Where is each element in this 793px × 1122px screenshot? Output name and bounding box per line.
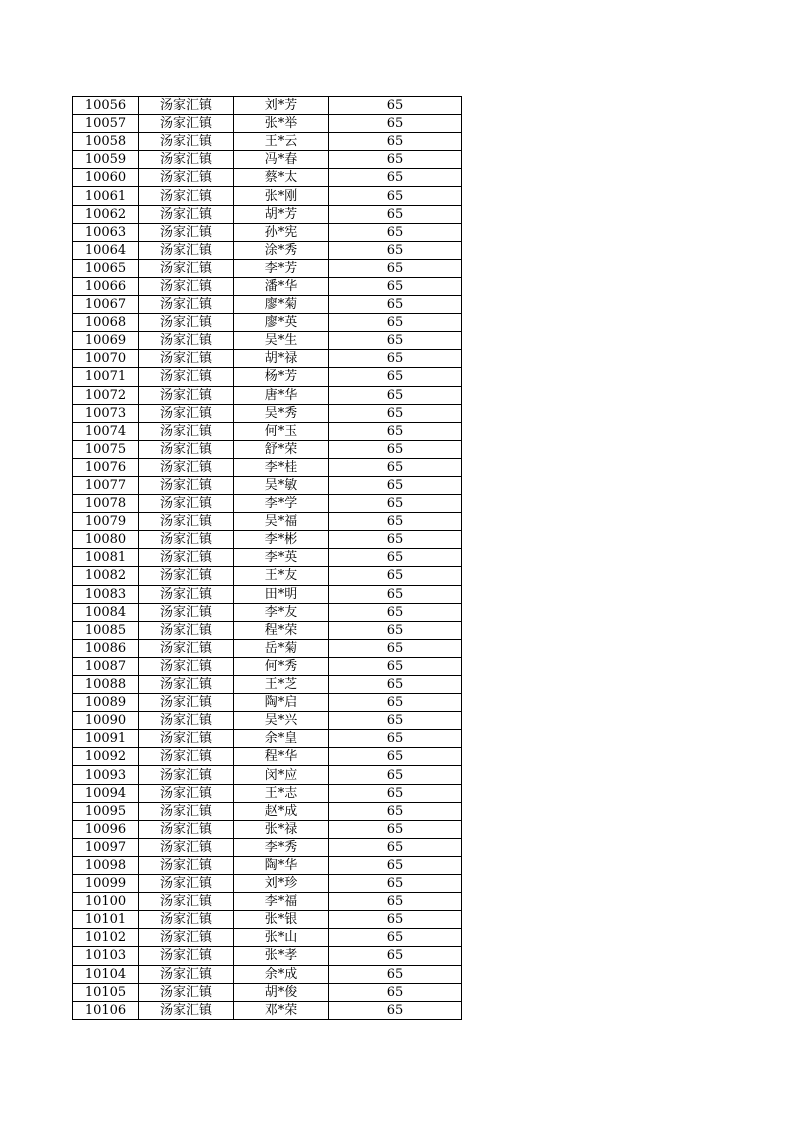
name-cell: 张*举 — [234, 115, 329, 133]
id-cell: 10075 — [73, 440, 139, 458]
town-cell: 汤家汇镇 — [139, 983, 234, 1001]
name-cell: 刘*珍 — [234, 875, 329, 893]
value-cell: 65 — [329, 513, 462, 531]
table-row — [73, 422, 462, 440]
id-cell: 10074 — [73, 422, 139, 440]
town-cell: 汤家汇镇 — [139, 440, 234, 458]
town-cell: 汤家汇镇 — [139, 422, 234, 440]
name-cell: 李*桂 — [234, 458, 329, 476]
town-cell: 汤家汇镇 — [139, 404, 234, 422]
table-row — [73, 983, 462, 1001]
name-cell: 王*芝 — [234, 676, 329, 694]
town-cell: 汤家汇镇 — [139, 513, 234, 531]
table-row — [73, 730, 462, 748]
id-cell: 10101 — [73, 911, 139, 929]
value-cell: 65 — [329, 169, 462, 187]
town-cell: 汤家汇镇 — [139, 223, 234, 241]
town-cell: 汤家汇镇 — [139, 97, 234, 115]
town-cell: 汤家汇镇 — [139, 911, 234, 929]
table-row — [73, 241, 462, 259]
town-cell: 汤家汇镇 — [139, 205, 234, 223]
value-cell: 65 — [329, 350, 462, 368]
table-row — [73, 712, 462, 730]
table-row — [73, 784, 462, 802]
town-cell: 汤家汇镇 — [139, 929, 234, 947]
name-cell: 王*友 — [234, 567, 329, 585]
value-cell: 65 — [329, 603, 462, 621]
value-cell: 65 — [329, 404, 462, 422]
name-cell: 程*荣 — [234, 621, 329, 639]
value-cell: 65 — [329, 440, 462, 458]
town-cell: 汤家汇镇 — [139, 603, 234, 621]
table-body — [73, 97, 462, 1020]
town-cell: 汤家汇镇 — [139, 766, 234, 784]
table-row — [73, 947, 462, 965]
name-cell: 岳*菊 — [234, 639, 329, 657]
name-cell: 何*玉 — [234, 422, 329, 440]
name-cell: 陶*启 — [234, 694, 329, 712]
town-cell: 汤家汇镇 — [139, 838, 234, 856]
id-cell: 10079 — [73, 513, 139, 531]
name-cell: 李*芳 — [234, 259, 329, 277]
value-cell: 65 — [329, 1001, 462, 1019]
table-row — [73, 386, 462, 404]
value-cell: 65 — [329, 205, 462, 223]
id-cell: 10106 — [73, 1001, 139, 1019]
table-row — [73, 856, 462, 874]
name-cell: 陶*华 — [234, 856, 329, 874]
value-cell: 65 — [329, 277, 462, 295]
table-row — [73, 440, 462, 458]
id-cell: 10078 — [73, 495, 139, 513]
name-cell: 孙*宪 — [234, 223, 329, 241]
id-cell: 10069 — [73, 332, 139, 350]
value-cell: 65 — [329, 820, 462, 838]
town-cell: 汤家汇镇 — [139, 151, 234, 169]
town-cell: 汤家汇镇 — [139, 187, 234, 205]
id-cell: 10092 — [73, 748, 139, 766]
town-cell: 汤家汇镇 — [139, 748, 234, 766]
id-cell: 10059 — [73, 151, 139, 169]
table-row — [73, 133, 462, 151]
id-cell: 10076 — [73, 458, 139, 476]
value-cell: 65 — [329, 766, 462, 784]
name-cell: 吴*生 — [234, 332, 329, 350]
town-cell: 汤家汇镇 — [139, 784, 234, 802]
name-cell: 刘*芳 — [234, 97, 329, 115]
id-cell: 10091 — [73, 730, 139, 748]
town-cell: 汤家汇镇 — [139, 259, 234, 277]
table-row — [73, 965, 462, 983]
table-row — [73, 296, 462, 314]
value-cell: 65 — [329, 676, 462, 694]
name-cell: 程*华 — [234, 748, 329, 766]
id-cell: 10063 — [73, 223, 139, 241]
table-row — [73, 97, 462, 115]
id-cell: 10086 — [73, 639, 139, 657]
id-cell: 10083 — [73, 585, 139, 603]
value-cell: 65 — [329, 259, 462, 277]
name-cell: 吴*敏 — [234, 476, 329, 494]
table-row — [73, 513, 462, 531]
id-cell: 10064 — [73, 241, 139, 259]
table-row — [73, 531, 462, 549]
table-row — [73, 748, 462, 766]
name-cell: 胡*芳 — [234, 205, 329, 223]
name-cell: 舒*荣 — [234, 440, 329, 458]
town-cell: 汤家汇镇 — [139, 712, 234, 730]
value-cell: 65 — [329, 368, 462, 386]
name-cell: 赵*成 — [234, 802, 329, 820]
id-cell: 10071 — [73, 368, 139, 386]
table-row — [73, 404, 462, 422]
town-cell: 汤家汇镇 — [139, 567, 234, 585]
value-cell: 65 — [329, 549, 462, 567]
table-row — [73, 911, 462, 929]
name-cell: 张*刚 — [234, 187, 329, 205]
value-cell: 65 — [329, 531, 462, 549]
value-cell: 65 — [329, 838, 462, 856]
value-cell: 65 — [329, 748, 462, 766]
value-cell: 65 — [329, 332, 462, 350]
id-cell: 10077 — [73, 476, 139, 494]
id-cell: 10098 — [73, 856, 139, 874]
name-cell: 张*山 — [234, 929, 329, 947]
id-cell: 10061 — [73, 187, 139, 205]
table-row — [73, 458, 462, 476]
table-row — [73, 205, 462, 223]
town-cell: 汤家汇镇 — [139, 676, 234, 694]
town-cell: 汤家汇镇 — [139, 350, 234, 368]
value-cell: 65 — [329, 151, 462, 169]
table-row — [73, 639, 462, 657]
name-cell: 廖*英 — [234, 314, 329, 332]
name-cell: 何*秀 — [234, 657, 329, 675]
table-row — [73, 603, 462, 621]
table-row — [73, 368, 462, 386]
table-row — [73, 657, 462, 675]
id-cell: 10090 — [73, 712, 139, 730]
id-cell: 10099 — [73, 875, 139, 893]
town-cell: 汤家汇镇 — [139, 947, 234, 965]
town-cell: 汤家汇镇 — [139, 495, 234, 513]
id-cell: 10073 — [73, 404, 139, 422]
value-cell: 65 — [329, 802, 462, 820]
name-cell: 李*福 — [234, 893, 329, 911]
table-row — [73, 567, 462, 585]
town-cell: 汤家汇镇 — [139, 694, 234, 712]
value-cell: 65 — [329, 947, 462, 965]
table-row — [73, 350, 462, 368]
name-cell: 涂*秀 — [234, 241, 329, 259]
town-cell: 汤家汇镇 — [139, 1001, 234, 1019]
name-cell: 冯*春 — [234, 151, 329, 169]
table-row — [73, 875, 462, 893]
id-cell: 10062 — [73, 205, 139, 223]
value-cell: 65 — [329, 911, 462, 929]
name-cell: 王*云 — [234, 133, 329, 151]
name-cell: 闵*应 — [234, 766, 329, 784]
id-cell: 10082 — [73, 567, 139, 585]
value-cell: 65 — [329, 639, 462, 657]
town-cell: 汤家汇镇 — [139, 241, 234, 259]
id-cell: 10097 — [73, 838, 139, 856]
name-cell: 田*明 — [234, 585, 329, 603]
town-cell: 汤家汇镇 — [139, 965, 234, 983]
table-row — [73, 621, 462, 639]
id-cell: 10065 — [73, 259, 139, 277]
table-row — [73, 929, 462, 947]
id-cell: 10058 — [73, 133, 139, 151]
table-row — [73, 314, 462, 332]
town-cell: 汤家汇镇 — [139, 368, 234, 386]
value-cell: 65 — [329, 567, 462, 585]
town-cell: 汤家汇镇 — [139, 621, 234, 639]
table-row — [73, 115, 462, 133]
table-row — [73, 332, 462, 350]
value-cell: 65 — [329, 422, 462, 440]
id-cell: 10087 — [73, 657, 139, 675]
id-cell: 10084 — [73, 603, 139, 621]
town-cell: 汤家汇镇 — [139, 531, 234, 549]
table-row — [73, 893, 462, 911]
town-cell: 汤家汇镇 — [139, 476, 234, 494]
value-cell: 65 — [329, 983, 462, 1001]
data-table — [72, 96, 462, 1020]
name-cell: 余*皇 — [234, 730, 329, 748]
id-cell: 10072 — [73, 386, 139, 404]
value-cell: 65 — [329, 115, 462, 133]
name-cell: 张*银 — [234, 911, 329, 929]
town-cell: 汤家汇镇 — [139, 820, 234, 838]
value-cell: 65 — [329, 223, 462, 241]
name-cell: 胡*禄 — [234, 350, 329, 368]
name-cell: 张*禄 — [234, 820, 329, 838]
town-cell: 汤家汇镇 — [139, 332, 234, 350]
id-cell: 10093 — [73, 766, 139, 784]
value-cell: 65 — [329, 621, 462, 639]
id-cell: 10067 — [73, 296, 139, 314]
id-cell: 10068 — [73, 314, 139, 332]
name-cell: 李*彬 — [234, 531, 329, 549]
value-cell: 65 — [329, 386, 462, 404]
name-cell: 吴*福 — [234, 513, 329, 531]
town-cell: 汤家汇镇 — [139, 115, 234, 133]
town-cell: 汤家汇镇 — [139, 639, 234, 657]
name-cell: 胡*俊 — [234, 983, 329, 1001]
table-row — [73, 766, 462, 784]
value-cell: 65 — [329, 585, 462, 603]
value-cell: 65 — [329, 187, 462, 205]
id-cell: 10060 — [73, 169, 139, 187]
value-cell: 65 — [329, 893, 462, 911]
id-cell: 10070 — [73, 350, 139, 368]
id-cell: 10095 — [73, 802, 139, 820]
name-cell: 张*孝 — [234, 947, 329, 965]
id-cell: 10094 — [73, 784, 139, 802]
town-cell: 汤家汇镇 — [139, 875, 234, 893]
town-cell: 汤家汇镇 — [139, 585, 234, 603]
town-cell: 汤家汇镇 — [139, 296, 234, 314]
town-cell: 汤家汇镇 — [139, 314, 234, 332]
id-cell: 10105 — [73, 983, 139, 1001]
value-cell: 65 — [329, 965, 462, 983]
table-row — [73, 187, 462, 205]
table-row — [73, 1001, 462, 1019]
name-cell: 李*英 — [234, 549, 329, 567]
name-cell: 蔡*太 — [234, 169, 329, 187]
name-cell: 廖*菊 — [234, 296, 329, 314]
table-row — [73, 802, 462, 820]
name-cell: 杨*芳 — [234, 368, 329, 386]
table-row — [73, 151, 462, 169]
id-cell: 10080 — [73, 531, 139, 549]
town-cell: 汤家汇镇 — [139, 458, 234, 476]
town-cell: 汤家汇镇 — [139, 169, 234, 187]
town-cell: 汤家汇镇 — [139, 657, 234, 675]
town-cell: 汤家汇镇 — [139, 133, 234, 151]
name-cell: 李*学 — [234, 495, 329, 513]
name-cell: 吴*秀 — [234, 404, 329, 422]
id-cell: 10056 — [73, 97, 139, 115]
value-cell: 65 — [329, 730, 462, 748]
value-cell: 65 — [329, 133, 462, 151]
table-row — [73, 223, 462, 241]
value-cell: 65 — [329, 495, 462, 513]
table-row — [73, 676, 462, 694]
table-row — [73, 277, 462, 295]
id-cell: 10100 — [73, 893, 139, 911]
id-cell: 10104 — [73, 965, 139, 983]
id-cell: 10088 — [73, 676, 139, 694]
id-cell: 10103 — [73, 947, 139, 965]
id-cell: 10066 — [73, 277, 139, 295]
table-row — [73, 169, 462, 187]
name-cell: 李*秀 — [234, 838, 329, 856]
value-cell: 65 — [329, 712, 462, 730]
table-row — [73, 838, 462, 856]
value-cell: 65 — [329, 296, 462, 314]
name-cell: 吴*兴 — [234, 712, 329, 730]
name-cell: 李*友 — [234, 603, 329, 621]
id-cell: 10089 — [73, 694, 139, 712]
table-row — [73, 820, 462, 838]
value-cell: 65 — [329, 476, 462, 494]
value-cell: 65 — [329, 694, 462, 712]
table-row — [73, 585, 462, 603]
id-cell: 10085 — [73, 621, 139, 639]
name-cell: 王*志 — [234, 784, 329, 802]
name-cell: 唐*华 — [234, 386, 329, 404]
table-row — [73, 259, 462, 277]
table-row — [73, 476, 462, 494]
name-cell: 潘*华 — [234, 277, 329, 295]
value-cell: 65 — [329, 784, 462, 802]
value-cell: 65 — [329, 458, 462, 476]
id-cell: 10081 — [73, 549, 139, 567]
town-cell: 汤家汇镇 — [139, 856, 234, 874]
id-cell: 10096 — [73, 820, 139, 838]
town-cell: 汤家汇镇 — [139, 386, 234, 404]
name-cell: 邓*荣 — [234, 1001, 329, 1019]
value-cell: 65 — [329, 314, 462, 332]
table-row — [73, 495, 462, 513]
value-cell: 65 — [329, 241, 462, 259]
value-cell: 65 — [329, 97, 462, 115]
town-cell: 汤家汇镇 — [139, 277, 234, 295]
value-cell: 65 — [329, 856, 462, 874]
town-cell: 汤家汇镇 — [139, 802, 234, 820]
value-cell: 65 — [329, 657, 462, 675]
table-row — [73, 549, 462, 567]
id-cell: 10102 — [73, 929, 139, 947]
table-row — [73, 694, 462, 712]
value-cell: 65 — [329, 875, 462, 893]
name-cell: 余*成 — [234, 965, 329, 983]
value-cell: 65 — [329, 929, 462, 947]
id-cell: 10057 — [73, 115, 139, 133]
town-cell: 汤家汇镇 — [139, 893, 234, 911]
town-cell: 汤家汇镇 — [139, 549, 234, 567]
town-cell: 汤家汇镇 — [139, 730, 234, 748]
